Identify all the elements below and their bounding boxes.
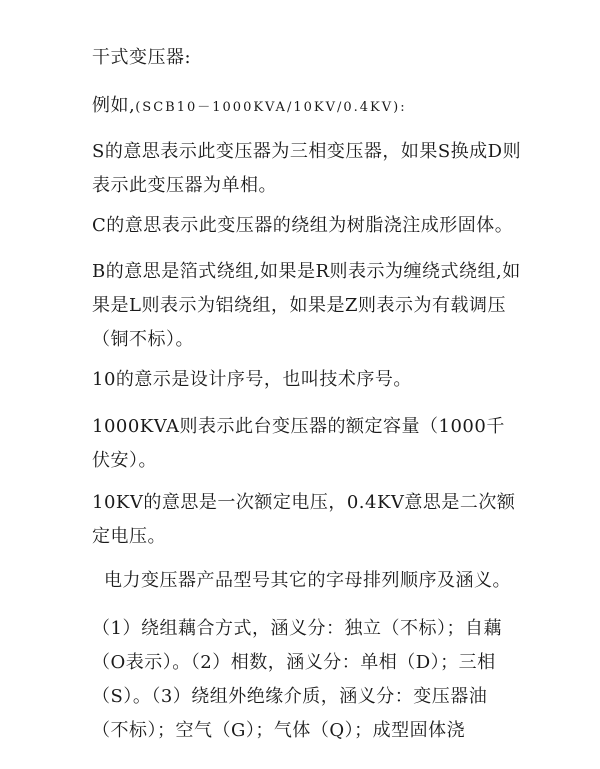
section-heading: 干式变压器:	[92, 47, 192, 68]
paragraph-s-meaning: S的意思表示此变压器为三相变压器，如果S换成D则表示此变压器为单相。	[92, 141, 522, 196]
paragraph-letter-order-title: 电力变压器产品型号其它的字母排列顺序及涵义。	[104, 570, 511, 591]
paragraph-c-meaning: C的意思表示此变压器的绕组为树脂浇注成形固体。	[92, 215, 514, 236]
paragraph-rated-voltage: 10KV的意思是一次额定电压，0.4KV意思是二次额定电压。	[92, 492, 516, 547]
paragraph-winding-coupling: （1）绕组藕合方式，涵义分：独立（不标）；自藕（O表示）。（2）相数，涵义分：单相（D）；三相（S）。（3）绕组外绝缘介质，涵义分：变压器油（不标）；空气（G）；气体（Q）；成型固体浇	[92, 618, 502, 741]
example-model-code: (SCB10－1000KVA/10KV/0.4KV):	[135, 100, 407, 115]
paragraph-rated-capacity: 1000KVA则表示此台变压器的额定容量（1000千伏安）。	[92, 416, 505, 471]
paragraph-b-meaning: B的意思是箔式绕组,如果是R则表示为缠绕式绕组,如果是L则表示为铝绕组，如果是Z则表示为有载调压（铜不标）。	[92, 261, 521, 350]
paragraph-design-number: 10的意示是设计序号，也叫技术序号。	[92, 369, 412, 390]
example-line	[92, 89, 522, 125]
example-label: 例如,	[92, 95, 136, 116]
